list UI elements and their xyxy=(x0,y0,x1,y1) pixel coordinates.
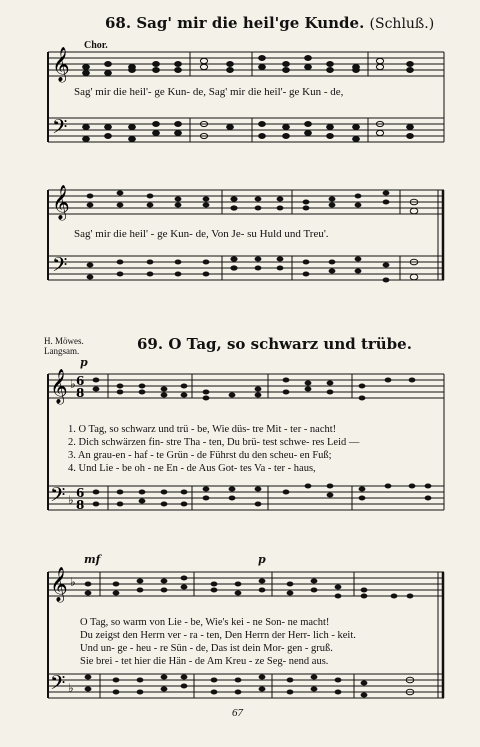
flat-sign-4b: ♭ xyxy=(68,681,74,695)
bass-clef-3: 𝄢 xyxy=(50,483,66,511)
chor-label: Chor. xyxy=(84,40,108,51)
music-system-1 xyxy=(0,40,480,200)
time-sig-bass: 6 xyxy=(76,486,85,500)
bass-staff-3 xyxy=(48,486,444,510)
verse-line-1: 1. O Tag, so schwarz und trü - be, Wie düs- tre Mit - ter - nacht! xyxy=(68,424,337,435)
time-sig-bass-b: 8 xyxy=(76,498,85,512)
hymn-69-verses-b xyxy=(80,616,356,668)
time-sig-treble-b: 8 xyxy=(76,386,85,400)
hymn-69-verses-a xyxy=(68,423,359,475)
flat-sign-3: ♭ xyxy=(70,377,76,391)
hymn-68-title xyxy=(105,14,434,32)
time-sig-treble: 6 xyxy=(76,374,85,388)
dynamic-piano-2: p xyxy=(258,553,266,566)
dynamic-mezzoforte: mf xyxy=(84,553,101,566)
bass-clef-4: 𝄢 xyxy=(50,671,66,699)
bass-clef-2: 𝄢 xyxy=(52,253,68,281)
tempo-marking: Langsam. xyxy=(44,346,80,356)
verse-line-4: 4. Und Lie - be oh - ne En - de Aus Got- tes Va - ter - haus, xyxy=(68,463,316,474)
hymn-68-lyrics-1: Sag' mir die heil'- ge Kun- de, Sag' mir die heil'- ge Kun - de, xyxy=(74,86,344,98)
music-system-2 xyxy=(0,178,480,308)
treble-clef-1: 𝄞 xyxy=(52,47,70,82)
verse-line-3: 3. An grau-en - haf - te Grün - de Führst du den scheu- en Fuß; xyxy=(68,450,332,461)
verse-b-line-1: O Tag, so warm von Lie - be, Wie's kei - ne Son- ne macht! xyxy=(80,617,330,628)
treble-staff-3 xyxy=(48,374,444,398)
hymn-69-title: 69. O Tag, so schwarz und trübe. xyxy=(137,335,412,353)
bass-staff-2 xyxy=(48,256,444,280)
bass-clef-1: 𝄢 xyxy=(52,115,68,143)
treble-staff-4 xyxy=(48,572,444,596)
treble-clef-3: 𝄞 xyxy=(50,369,68,404)
verse-b-line-4: Sie brei - tet hier die Hän - de Am Kreu - ze Seg- nend aus. xyxy=(80,656,329,667)
composer: H. Möwes. xyxy=(44,336,84,346)
page-number: 67 xyxy=(232,707,243,719)
hymn-68-lyrics-2: Sag' mir die heil' - ge Kun- de, Von Je- su Huld und Treu'. xyxy=(74,228,329,240)
flat-sign-4: ♭ xyxy=(70,575,76,589)
flat-sign-3b: ♭ xyxy=(68,493,74,507)
bass-staff-4 xyxy=(48,674,444,698)
notes-1 xyxy=(83,56,414,142)
verse-b-line-3: Und un- ge - heu - re Sün - de, Das ist dein Mor- gen - gruß. xyxy=(80,643,333,654)
verse-b-line-2: Du zeigst den Herrn ver - ra - ten, Den Herrn der Herr- lich - keit. xyxy=(80,630,356,641)
treble-clef-2: 𝄞 xyxy=(52,185,70,220)
treble-clef-4: 𝄞 xyxy=(50,567,68,602)
verse-line-2: 2. Dich schwärzen fin- stre Tha - ten, Du brü- test schwe- res Leid — xyxy=(68,437,360,448)
hymn-68-subtitle: (Schluß.) xyxy=(369,16,435,32)
dynamic-piano-1: p xyxy=(80,356,88,369)
hymn-68-title-text: 68. Sag' mir die heil'ge Kunde. xyxy=(105,14,365,32)
